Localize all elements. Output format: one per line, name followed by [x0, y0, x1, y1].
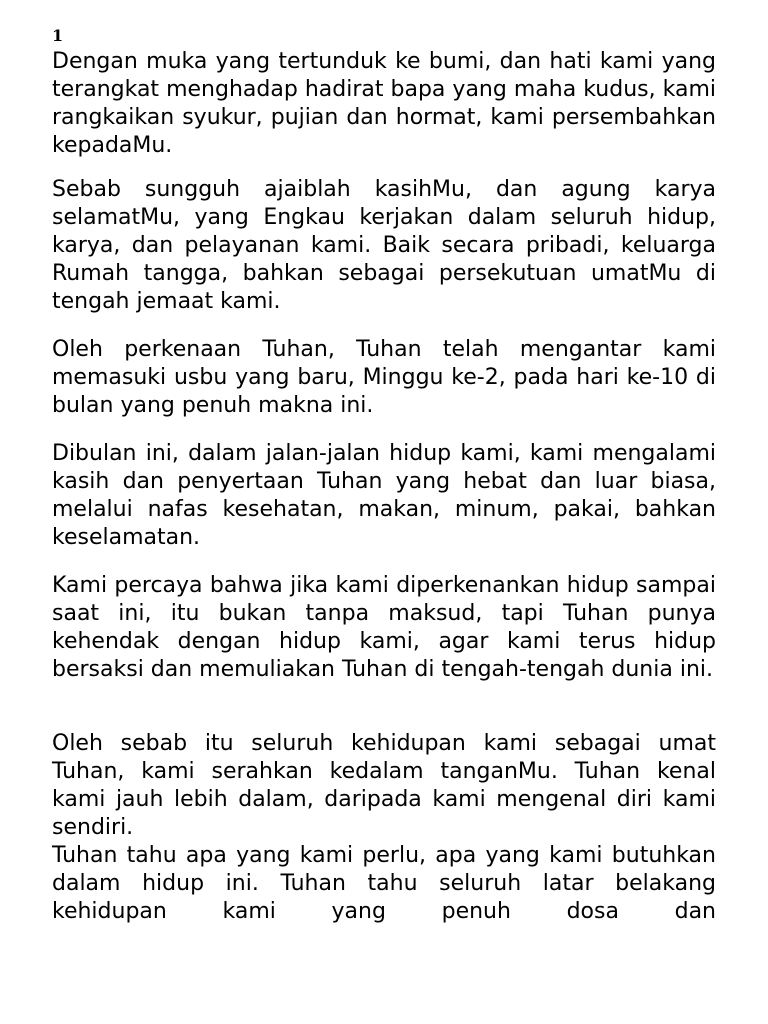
paragraph-1: Dengan muka yang tertunduk ke bumi, dan hati kami yang terangkat menghadap hadirat bapa yang maha kudus, kami rangkaikan syukur, pujian dan hormat, kami persembahkan kepadaMu. — [52, 49, 716, 158]
paragraph-5: Kami percaya bahwa jika kami diperkenankan hidup sampai saat ini, itu bukan tanpa maksud, tapi Tuhan punya kehendak dengan hidup kami, agar kami terus hidup bersaksi dan memuliakan Tuhan di tengah-tengah dunia ini. — [52, 573, 716, 682]
paragraph-7: Tuhan tahu apa yang kami perlu, apa yang kami butuhkan dalam hidup ini. Tuhan tahu seluruh latar belakang kehidupan kami yang penuh dosa dan — [52, 843, 716, 924]
paragraph-6: Oleh sebab itu seluruh kehidupan kami sebagai umat Tuhan, kami serahkan kedalam tanganMu. Tuhan kenal kami jauh lebih dalam, daripada kami mengenal diri kami sendiri. — [52, 731, 716, 840]
paragraph-2: Sebab sungguh ajaiblah kasihMu, dan agung karya selamatMu, yang Engkau kerjakan dalam seluruh hidup, karya, dan pelayanan kami. Baik secara pribadi, keluarga Rumah tangga, bahkan sebagai persekutuan umatMu di tengah jemaat kami. — [52, 177, 716, 314]
document-body — [52, 48, 716, 926]
page-number: 1 — [52, 26, 64, 45]
paragraph-4: Dibulan ini, dalam jalan-jalan hidup kami, kami mengalami kasih dan penyertaan Tuhan yang hebat dan luar biasa, melalui nafas kesehatan, makan, minum, pakai, bahkan keselamatan. — [52, 441, 716, 550]
paragraph-3: Oleh perkenaan Tuhan, Tuhan telah mengantar kami memasuki usbu yang baru, Minggu ke-2, pada hari ke-10 di bulan yang penuh makna ini. — [52, 337, 716, 418]
